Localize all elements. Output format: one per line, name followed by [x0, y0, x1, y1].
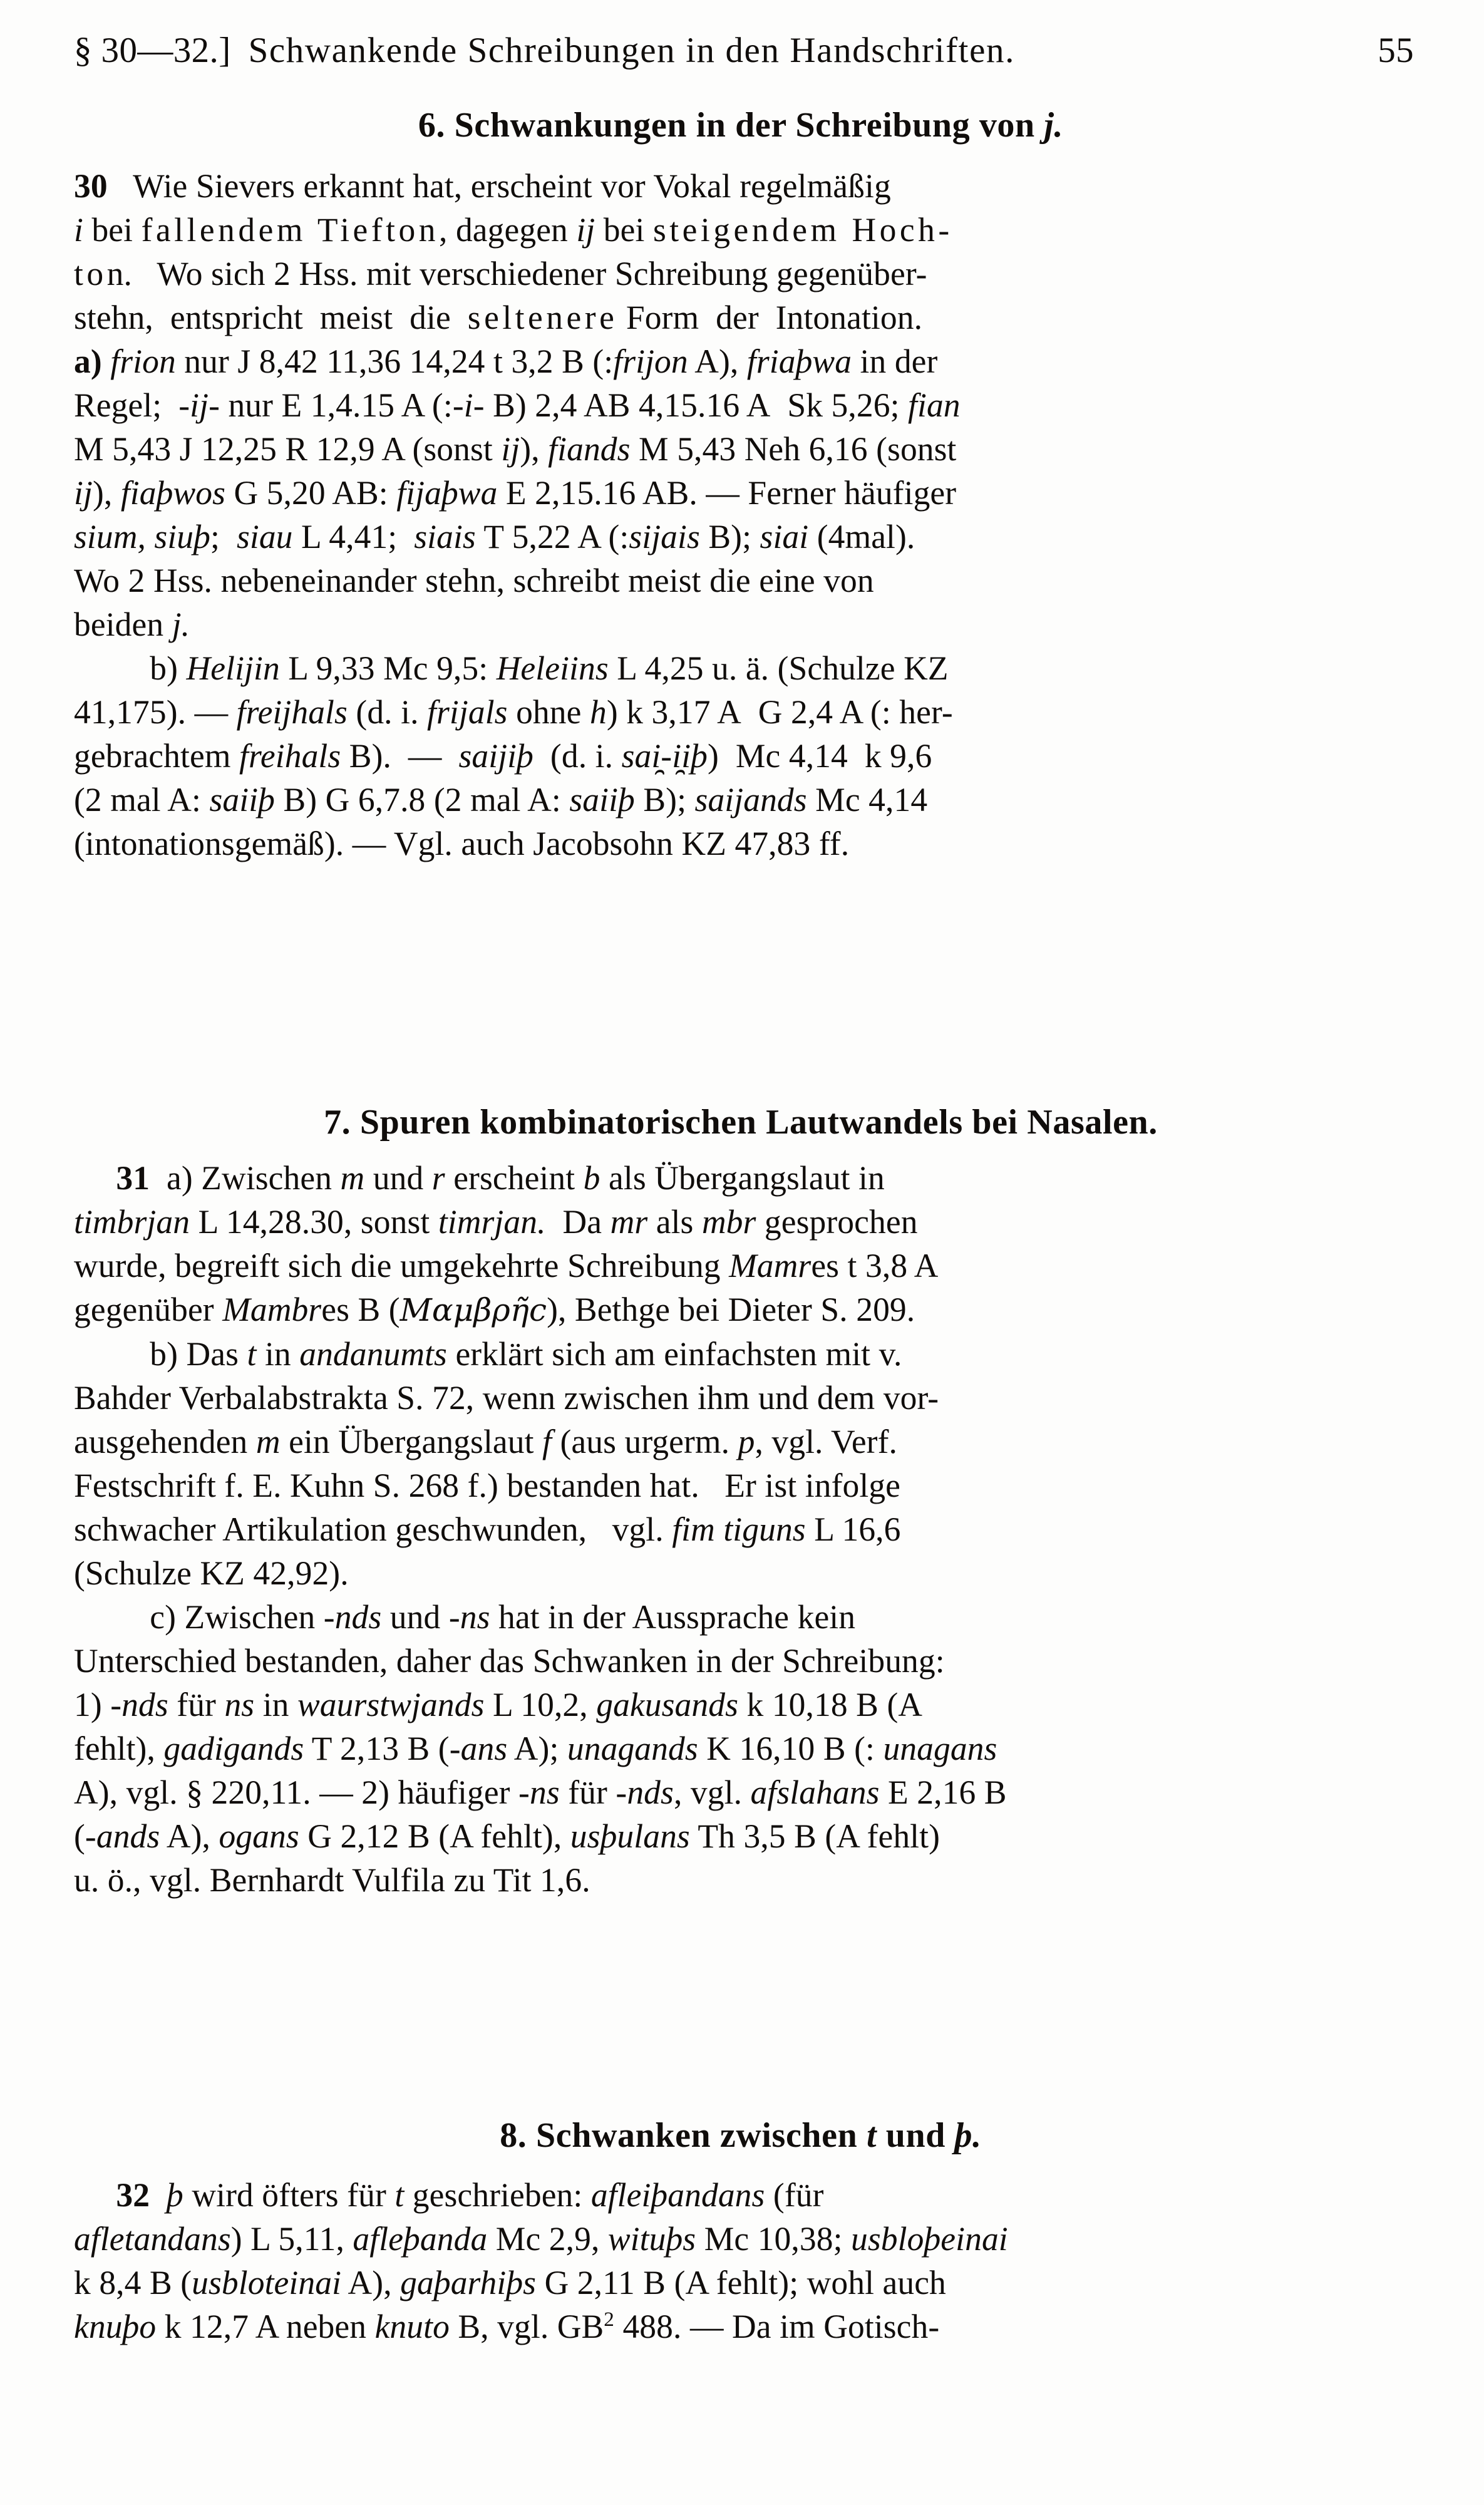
text-line: stehn, entspricht meist die seltenere Form der Intonation. [74, 299, 923, 336]
paragraph-number-31: 31 [116, 1159, 150, 1197]
text-line: (2 mal A: saiiþ B) G 6,7.8 (2 mal A: saiiþ B); saijands Mc 4,14 [74, 781, 928, 819]
text-line: Festschrift f. E. Kuhn S. 268 f.) bestanden hat. Er ist infolge [74, 1467, 900, 1504]
section-6-title-italic: j. [1044, 106, 1064, 145]
paragraph-30 [74, 164, 1408, 865]
text-line: (intonationsgemäß). — Vgl. auch Jacobsohn KZ 47,83 ff. [74, 825, 850, 862]
text-line: (Schulze KZ 42,92). [74, 1554, 349, 1592]
paragraph-number-30: 30 [74, 167, 108, 205]
text-line: Bahder Verbalabstrakta S. 72, wenn zwischen ihm und dem vor- [74, 1379, 939, 1417]
text-line: 32 þ wird öfters für t geschrieben: afleiþandans (für [116, 2176, 824, 2214]
text-line: b) Das t in andanumts erklärt sich am einfachsten mit v. [74, 1335, 902, 1373]
section-6-number: 6. [418, 106, 446, 145]
text-line: sium, siuþ; siau L 4,41; siais T 5,22 A (:sijais B); siai (4mal). [74, 518, 915, 555]
text-line: ausgehenden m ein Übergangslaut f (aus urgerm. p, vgl. Verf. [74, 1423, 897, 1460]
text-line: Unterschied bestanden, daher das Schwanken in der Schreibung: [74, 1642, 945, 1680]
page-number: 55 [1378, 31, 1414, 70]
text-line: u. ö., vgl. Bernhardt Vulfila zu Tit 1,6. [74, 1861, 590, 1899]
section-8-title-italic-thorn: þ. [954, 2116, 982, 2155]
section-6-title: Schwankungen in der Schreibung von [454, 106, 1035, 145]
paragraph-number-32: 32 [116, 2176, 150, 2214]
text-line: afletandans) L 5,11, afleþanda Mc 2,9, wituþs Mc 10,38; usbloþeinai [74, 2220, 1008, 2258]
text-line: schwacher Artikulation geschwunden, vgl. fim tiguns L 16,6 [74, 1511, 901, 1548]
text-line: b) Helijin L 9,33 Mc 9,5: Heleiins L 4,25 u. ä. (Schulze KZ [74, 649, 949, 687]
section-8-title: Schwanken zwischen [536, 2116, 858, 2155]
text-line: (-ands A), ogans G 2,12 B (A fehlt), usþulans Th 3,5 B (A fehlt) [74, 1817, 940, 1855]
text-line: a) frion nur J 8,42 11,36 14,24 t 3,2 B (:frijon A), friaþwa in der [74, 343, 938, 380]
text-line: 1) -nds für ns in waurstwjands L 10,2, gakusands k 10,18 B (A [74, 1686, 923, 1723]
running-head-section-range: § 30—32.] [74, 31, 231, 70]
text-line: knuþo k 12,7 A neben knuto B, vgl. $GB^2$ 488. — Da im Gotisch- [74, 2308, 940, 2345]
text-line: i bei fallendem Tiefton, dagegen ij bei steigendem Hoch- [74, 211, 950, 249]
text-line: ton. Wo sich 2 Hss. mit verschiedener Schreibung gegenüber- [74, 255, 927, 292]
text-line: Regel; -ij- nur E 1,4.15 A (:-i- B) 2,4 AB 4,15.16 A Sk 5,26; fian [74, 386, 961, 424]
text-line: beiden j. [74, 606, 190, 643]
running-head [74, 30, 1414, 71]
text-line: gebrachtem freihals B). — saijiþ (d. i. sai̯-i̯iþ) Mc 4,14 k 9,6 [74, 737, 932, 775]
text-line: M 5,43 J 12,25 R 12,9 A (sonst ij), fiands M 5,43 Neh 6,16 (sonst [74, 430, 957, 468]
text-line: c) Zwischen -nds und -ns hat in der Aussprache kein [74, 1598, 856, 1636]
text-line: wurde, begreift sich die umgekehrte Schreibung Mamres t 3,8 A [74, 1247, 939, 1284]
text-line: 41,175). — freijhals (d. i. frijals ohne h) k 3,17 A G 2,4 A (: her- [74, 693, 953, 731]
section-8-title-mid: und [885, 2116, 946, 2155]
text-line: gegenüber Mambres B (Μαμβρῆc), Bethge bei Dieter S. 209. [74, 1291, 915, 1328]
text-line: fehlt), gadigands T 2,13 B (-ans A); unagands K 16,10 B (: unagans [74, 1730, 997, 1767]
text-line: 30 Wie Sievers erkannt hat, erscheint vor Vokal regelmäßig [74, 167, 891, 205]
running-head-title: Schwankende Schreibungen in den Handschriften. [248, 31, 1015, 70]
text-line: A), vgl. § 220,11. — 2) häufiger -ns für -nds, vgl. afslahans E 2,16 B [74, 1774, 1007, 1811]
section-8-heading [74, 2115, 1408, 2156]
paragraph-31 [74, 1156, 1408, 1902]
section-6-heading [74, 105, 1408, 145]
text-line: 31 a) Zwischen m und r erscheint b als Übergangslaut in [116, 1159, 885, 1197]
text-line: Wo 2 Hss. nebeneinander stehn, schreibt meist die eine von [74, 562, 874, 599]
paragraph-32 [74, 2173, 1408, 2348]
section-7-title: Spuren kombinatorischen Lautwandels bei Nasalen. [359, 1103, 1158, 1142]
section-8-title-italic-t: t [866, 2116, 877, 2155]
section-7-heading [74, 1102, 1408, 1142]
text-line: ij), fiaþwos G 5,20 AB: fijaþwa E 2,15.16 AB. — Ferner häufiger [74, 474, 957, 512]
section-7-number: 7. [324, 1103, 351, 1142]
text-line: timbrjan L 14,28.30, sonst timrjan. Da mr als mbr gesprochen [74, 1203, 918, 1241]
section-8-number: 8. [500, 2116, 527, 2155]
text-line: k 8,4 B (usbloteinai A), gaþarhiþs G 2,11 B (A fehlt); wohl auch [74, 2264, 946, 2301]
